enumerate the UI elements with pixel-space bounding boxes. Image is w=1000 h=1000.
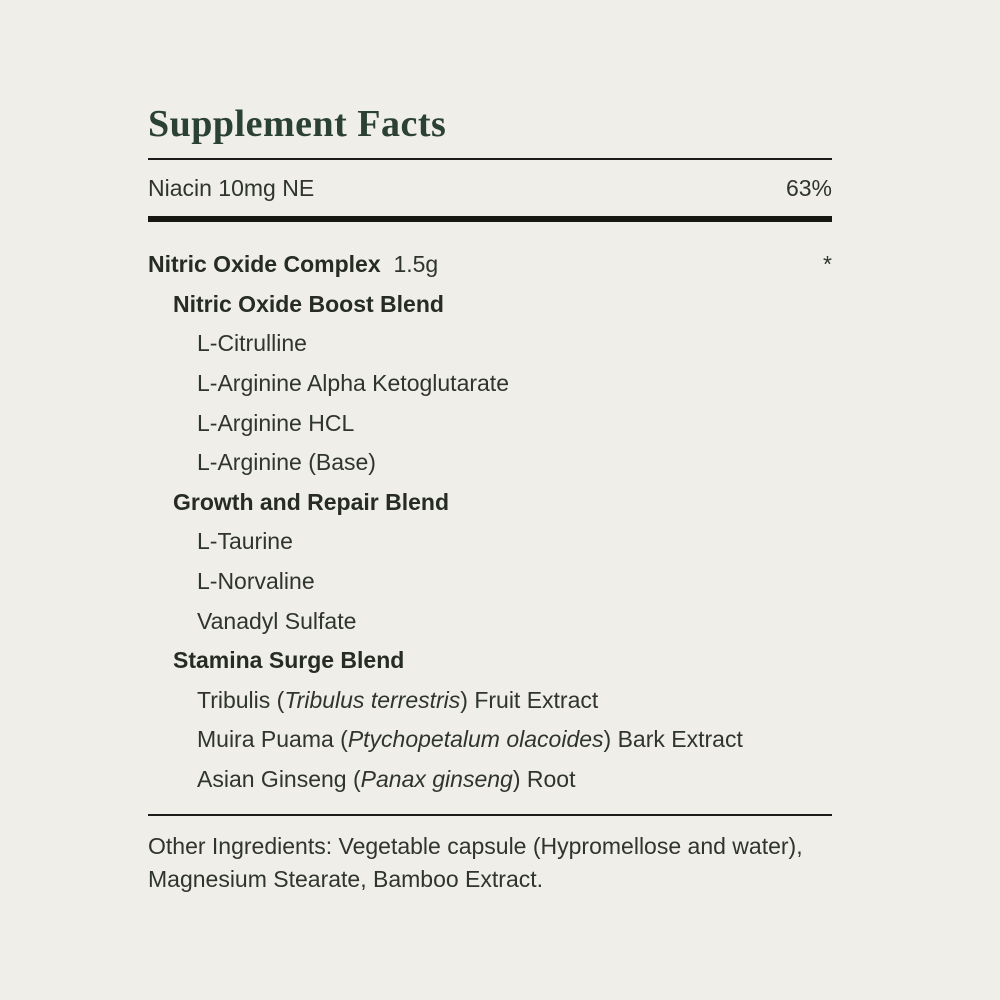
complex-amount: 1.5g bbox=[393, 251, 439, 278]
ingredient-item bbox=[148, 324, 832, 364]
ingredient-item bbox=[148, 760, 832, 800]
latin-name: Ptychopetalum olacoides bbox=[347, 726, 604, 753]
ingredient-item bbox=[148, 562, 832, 602]
ingredient-text: L-Arginine (Base) bbox=[197, 449, 376, 476]
complex-name: Nitric Oxide Complex bbox=[148, 251, 381, 278]
divider-thin-bottom bbox=[148, 814, 832, 816]
ingredient-text-suffix: ) Bark Extract bbox=[603, 726, 743, 753]
nutrient-row-niacin bbox=[148, 160, 832, 216]
ingredient-item bbox=[148, 522, 832, 562]
ingredient-text: Tribulis ( bbox=[197, 686, 285, 713]
ingredient-text: L-Norvaline bbox=[197, 568, 315, 595]
blend-header bbox=[148, 285, 832, 325]
blend-name: Growth and Repair Blend bbox=[173, 488, 450, 515]
other-ingredients: Other Ingredients: Vegetable capsule (Hypromellose and water), Magnesium Stearate, Bamboo Extract. bbox=[148, 833, 803, 893]
ingredient-text-suffix: ) Root bbox=[512, 766, 576, 793]
nutrient-daily-value: 63% bbox=[785, 174, 832, 201]
nutrient-name: Niacin 10mg NE bbox=[148, 174, 315, 201]
ingredient-list bbox=[148, 245, 832, 799]
latin-name: Panax ginseng bbox=[360, 766, 513, 793]
ingredient-text: Asian Ginseng ( bbox=[197, 766, 361, 793]
supplement-facts-title: Supplement Facts bbox=[148, 103, 447, 145]
blend-name: Stamina Surge Blend bbox=[173, 647, 405, 674]
ingredient-text: L-Arginine Alpha Ketoglutarate bbox=[197, 370, 509, 397]
complex-row bbox=[148, 245, 832, 285]
complex-daily-value: * bbox=[823, 251, 832, 278]
divider-thick bbox=[148, 216, 832, 222]
ingredient-text: L-Citrulline bbox=[197, 330, 307, 357]
blend-name: Nitric Oxide Boost Blend bbox=[173, 290, 444, 317]
ingredient-item bbox=[148, 403, 832, 443]
ingredient-text: Muira Puama ( bbox=[197, 726, 348, 753]
ingredient-item bbox=[148, 681, 832, 721]
ingredient-item bbox=[148, 720, 832, 760]
latin-name: Tribulus terrestris bbox=[284, 686, 461, 713]
ingredient-text: L-Taurine bbox=[197, 528, 293, 555]
blend-header bbox=[148, 641, 832, 681]
blend-header bbox=[148, 483, 832, 523]
ingredient-item bbox=[148, 364, 832, 404]
complex-name-group bbox=[148, 251, 438, 278]
ingredient-text: L-Arginine HCL bbox=[197, 409, 355, 436]
ingredient-text: Vanadyl Sulfate bbox=[197, 607, 357, 634]
ingredient-item bbox=[148, 601, 832, 641]
ingredient-item bbox=[148, 443, 832, 483]
supplement-facts-label bbox=[148, 103, 832, 896]
ingredient-text-suffix: ) Fruit Extract bbox=[460, 686, 599, 713]
